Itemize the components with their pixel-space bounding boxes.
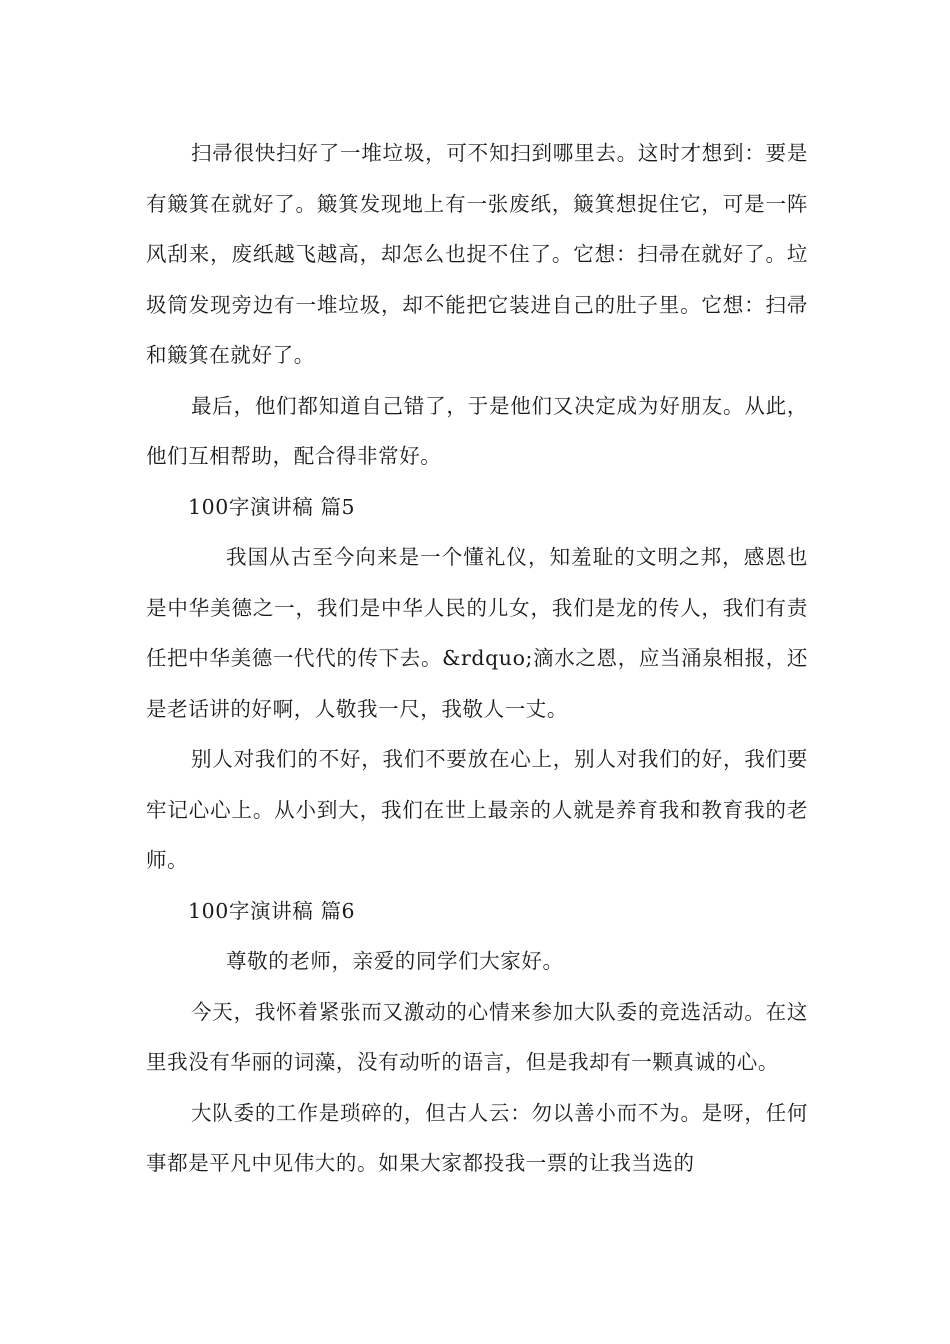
document-body (146, 128, 808, 1189)
paragraph-campaign-intro: 今天，我怀着紧张而又激动的心情来参加大队委的竞选活动。在这里我没有华丽的词藻，没有动听的语言，但是我却有一颗真诚的心。 (146, 999, 808, 1074)
paragraph-campaign-work: 大队委的工作是琐碎的，但古人云：勿以善小而不为。是呀，任何事都是平凡中见伟大的。如果大家都投我一票的让我当选的 (146, 1100, 808, 1175)
paragraph-sweeping-story: 扫帚很快扫好了一堆垃圾，可不知扫到哪里去。这时才想到：要是有簸箕在就好了。簸箕发现地上有一张废纸，簸箕想捉住它，可是一阵风刮来，废纸越飞越高，却怎么也捉不住了。它想：扫帚在就好了。垃圾筒发现旁边有一堆垃圾，却不能把它装进自己的肚子里。它想：扫帚和簸箕在就好了。 (146, 141, 808, 367)
paragraph-others-kindness: 别人对我们的不好，我们不要放在心上，别人对我们的好，我们要牢记心心上。从小到大，我们在世上最亲的人就是养育我和教育我的老师。 (146, 747, 808, 872)
paragraph-good-friends: 最后，他们都知道自己错了，于是他们又决定成为好朋友。从此，他们互相帮助，配合得非常好。 (146, 393, 808, 468)
paragraph-greeting: 尊敬的老师，亲爱的同学们大家好。 (226, 949, 564, 973)
section-heading-6: 100字演讲稿 篇6 (188, 898, 356, 923)
section-heading-5: 100字演讲稿 篇5 (188, 494, 356, 519)
paragraph-gratitude: 我国从古至今向来是一个懂礼仪，知羞耻的文明之邦，感恩也是中华美德之一，我们是中华人民的儿女，我们是龙的传人，我们有责任把中华美德一代代的传下去。&rdquo;滴水之恩，应当涌泉相报，还是老话讲的好啊，人敬我一尺，我敬人一丈。 (146, 545, 808, 721)
